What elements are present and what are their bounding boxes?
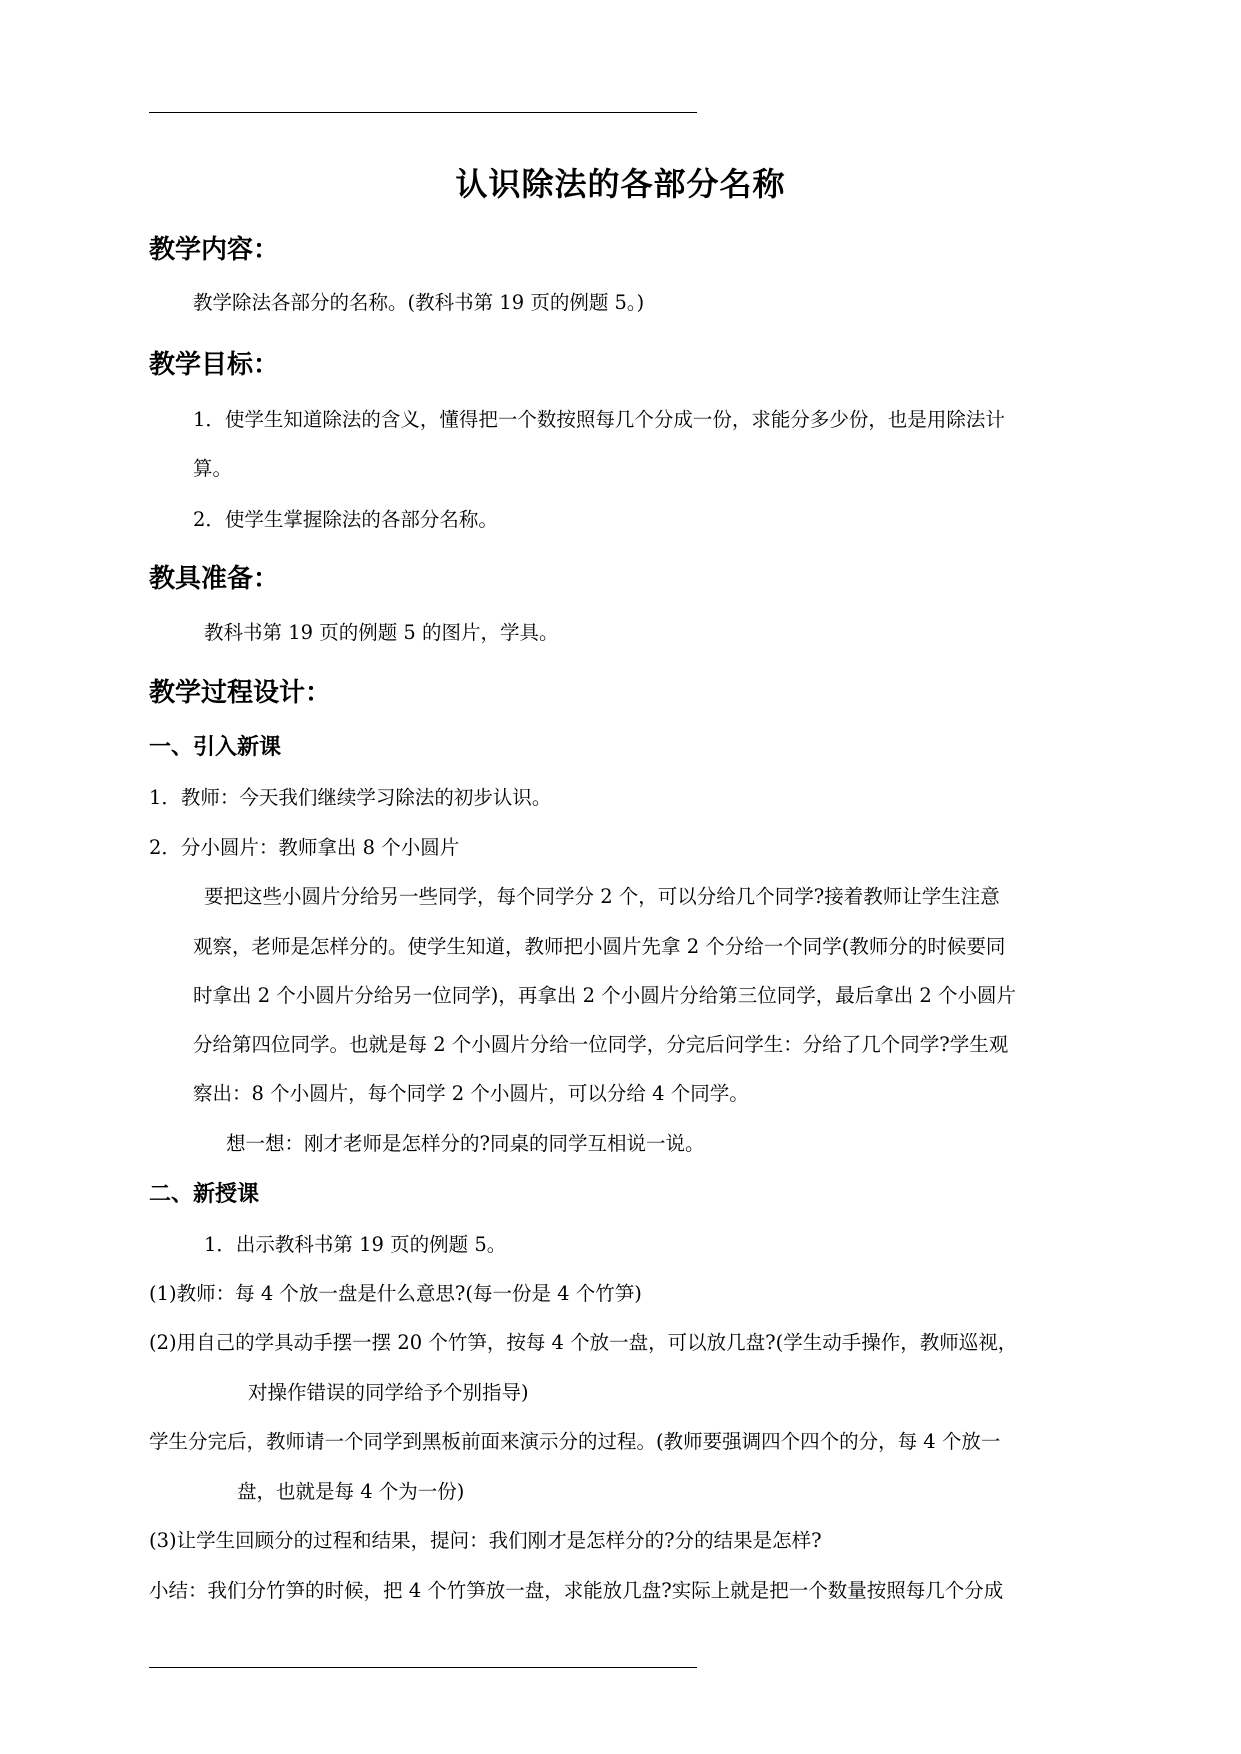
- part2-item-3-line-1: (2)用自己的学具动手摆一摆 20 个竹笋，按每 4 个放一盘，可以放几盘?(学生动手操作，教师巡视，: [149, 1331, 1018, 1354]
- part1-para-line-1: 要把这些小圆片分给另一些同学，每个同学分 2 个，可以分给几个同学?接着教师让学生注意: [204, 885, 1000, 908]
- goal-1-line-2: 算。: [193, 457, 233, 480]
- part2-item-4: (3)让学生回顾分的过程和结果，提问：我们刚才是怎样分的?分的结果是怎样?: [149, 1529, 822, 1552]
- header-rule: [149, 112, 697, 113]
- goals-heading: 教学目标：: [149, 350, 280, 380]
- process-heading: 教学过程设计：: [149, 678, 332, 708]
- page-title: 认识除法的各部分名称: [455, 165, 786, 203]
- part2-para-line-1: 学生分完后，教师请一个同学到黑板前面来演示分的过程。(教师要强调四个四个的分，每 4 个放一: [149, 1430, 1001, 1453]
- content-heading: 教学内容：: [149, 235, 280, 265]
- part2-para-line-2: 盘，也就是每 4 个为一份): [237, 1480, 465, 1503]
- part1-para-line-2: 观察，老师是怎样分的。使学生知道，教师把小圆片先拿 2 个分给一个同学(教师分的时候要同: [193, 935, 1006, 958]
- goal-1-line-1: 1．使学生知道除法的含义，懂得把一个数按照每几个分成一份，求能分多少份，也是用除法计: [193, 408, 1005, 431]
- part2-item-2: (1)教师：每 4 个放一盘是什么意思?(每一份是 4 个竹笋): [149, 1282, 642, 1305]
- part1-para-line-5: 察出：8 个小圆片，每个同学 2 个小圆片，可以分给 4 个同学。: [193, 1082, 749, 1105]
- part2-item-1: 1．出示教科书第 19 页的例题 5。: [204, 1233, 507, 1256]
- part2-item-3-line-2: 对操作错误的同学给予个别指导): [248, 1381, 529, 1404]
- part1-think: 想一想：刚才老师是怎样分的?同桌的同学互相说一说。: [226, 1132, 705, 1155]
- part1-para-line-4: 分给第四位同学。也就是每 2 个小圆片分给一位同学，分完后问学生：分给了几个同学?学生观: [193, 1033, 1009, 1056]
- part2-summary: 小结：我们分竹笋的时候，把 4 个竹笋放一盘，求能放几盘?实际上就是把一个数量按照每几个分成: [149, 1579, 1004, 1602]
- part1-item-2: 2．分小圆片：教师拿出 8 个小圆片: [149, 836, 460, 859]
- content-text: 教学除法各部分的名称。(教科书第 19 页的例题 5。): [193, 291, 645, 314]
- part2-heading: 二、新授课: [149, 1182, 260, 1207]
- part1-para-line-3: 时拿出 2 个小圆片分给另一位同学)，再拿出 2 个小圆片分给第三位同学，最后拿出 2 个小圆片: [193, 984, 1017, 1007]
- tools-heading: 教具准备：: [149, 564, 280, 594]
- footer-rule: [149, 1667, 697, 1668]
- goal-2: 2．使学生掌握除法的各部分名称。: [193, 508, 498, 531]
- part1-item-1: 1．教师：今天我们继续学习除法的初步认识。: [149, 786, 552, 809]
- part1-heading: 一、引入新课: [149, 735, 282, 760]
- tools-text: 教科书第 19 页的例题 5 的图片，学具。: [204, 621, 559, 644]
